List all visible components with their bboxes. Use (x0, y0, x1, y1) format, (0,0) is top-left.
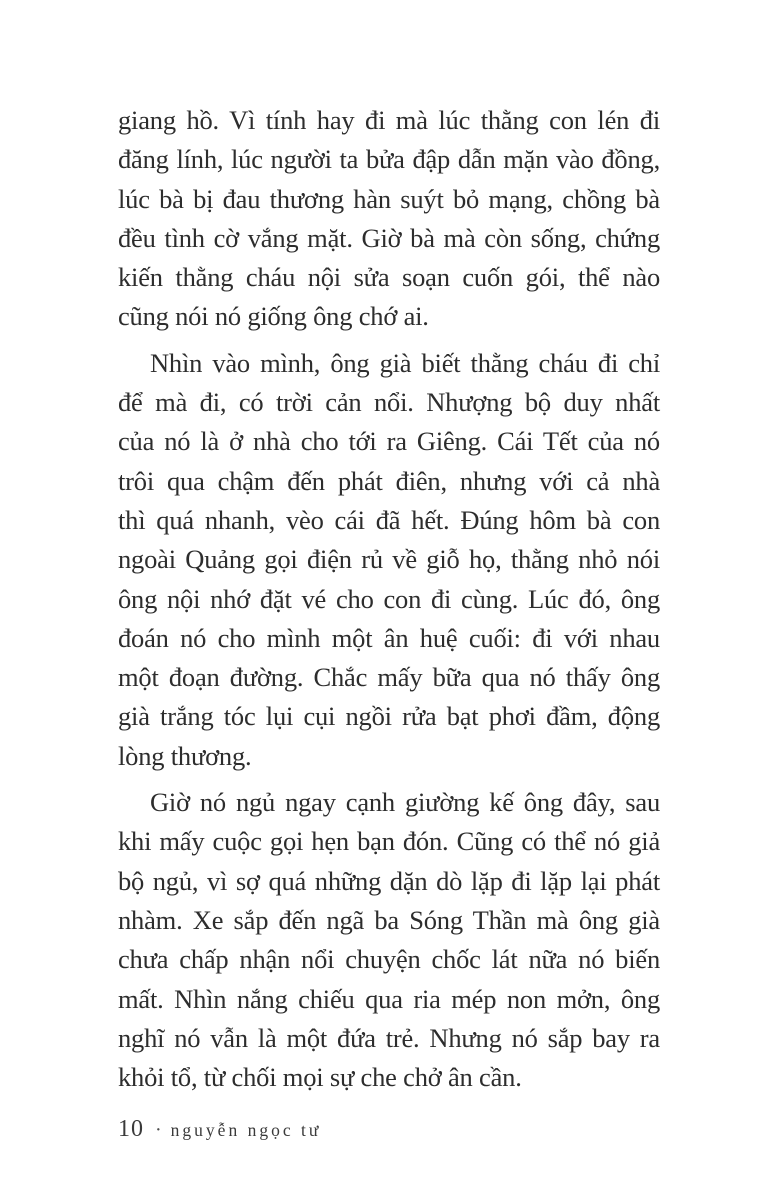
text-line: kiến thằng cháu nội sửa soạn cuốn gói, thể nào (118, 262, 660, 293)
text-line: Giờ nó ngủ ngay cạnh giường kế ông đây, sau (150, 787, 660, 818)
text-line: nghĩ nó vẫn là một đứa trẻ. Nhưng nó sắp bay ra (118, 1022, 660, 1053)
page-footer (118, 1116, 321, 1143)
paragraph (118, 344, 660, 776)
text-line: cũng nói nó giống ông chớ ai. (118, 301, 429, 332)
text-line: lúc bà bị đau thương hàn suýt bỏ mạng, chồng bà (118, 183, 660, 214)
text-line: chưa chấp nhận nổi chuyện chốc lát nữa nó biến (118, 944, 660, 975)
body-text (118, 101, 660, 1097)
text-line: lòng thương. (118, 740, 252, 771)
text-line: Nhìn vào mình, ông già biết thằng cháu đi chỉ (150, 347, 660, 378)
paragraph (118, 783, 660, 1097)
text-line: khi mấy cuộc gọi hẹn bạn đón. Cũng có thể nó giả (118, 826, 660, 857)
text-line: đoán nó cho mình một ân huệ cuối: đi với nhau (118, 622, 660, 653)
text-line: giang hồ. Vì tính hay đi mà lúc thằng con lén đi (118, 105, 660, 135)
text-line: bộ ngủ, vì sợ quá những dặn dò lặp đi lặp lại phát (118, 865, 660, 896)
text-line: để mà đi, có trời cản nổi. Nhượng bộ duy nhất (118, 387, 660, 418)
text-line: của nó là ở nhà cho tới ra Giêng. Cái Tết của nó (118, 426, 660, 457)
text-line: nhàm. Xe sắp đến ngã ba Sóng Thần mà ông già (118, 904, 660, 935)
text-line: đều tình cờ vắng mặt. Giờ bà mà còn sống, chứng (118, 222, 660, 253)
footer-separator-dot: · (155, 1119, 162, 1141)
paragraph (118, 101, 660, 337)
text-line: thì quá nhanh, vèo cái đã hết. Đúng hôm bà con (118, 504, 660, 535)
text-line: một đoạn đường. Chắc mấy bữa qua nó thấy ông (118, 662, 660, 693)
text-line: mất. Nhìn nắng chiếu qua ria mép non mởn, ông (118, 983, 660, 1014)
author-name: nguyễn ngọc tư (170, 1120, 322, 1140)
text-line: ông nội nhớ đặt vé cho con đi cùng. Lúc đó, ông (118, 583, 660, 614)
text-line: khỏi tổ, từ chối mọi sự che chở ân cần. (118, 1062, 522, 1093)
text-line: ngoài Quảng gọi điện rủ về giỗ họ, thằng nhỏ nói (118, 544, 660, 575)
text-line: trôi qua chậm đến phát điên, nhưng với cả nhà (118, 465, 660, 496)
text-line: già trắng tóc lụi cụi ngồi rửa bạt phơi đầm, động (118, 701, 660, 732)
text-line: đăng lính, lúc người ta bửa đập dẫn mặn vào đồng, (118, 144, 660, 175)
page-number: 10 (118, 1116, 144, 1142)
